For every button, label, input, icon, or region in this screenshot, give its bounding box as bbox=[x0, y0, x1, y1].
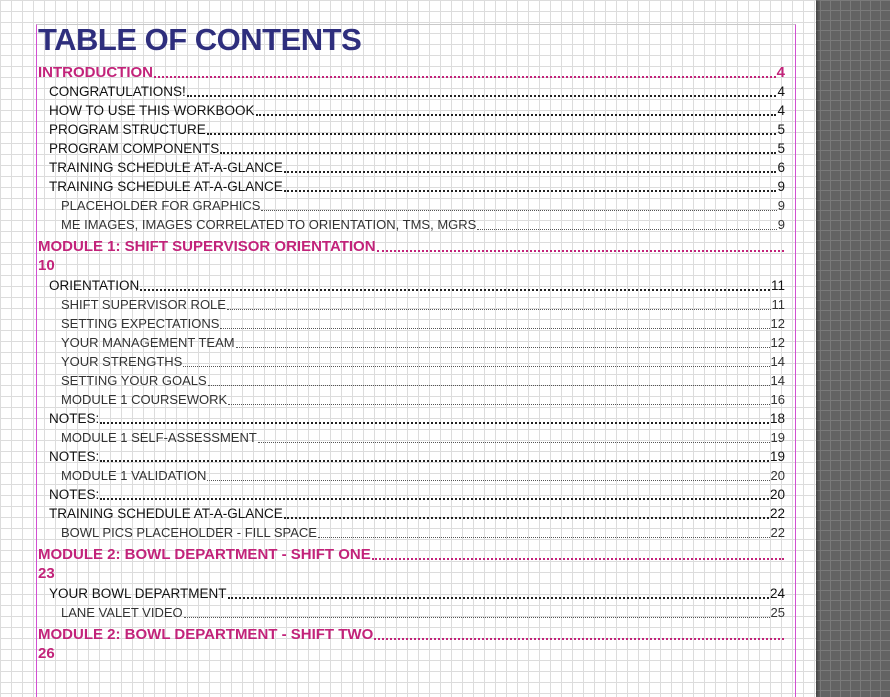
toc-entry-level-3[interactable] bbox=[38, 523, 785, 542]
toc-entry-text: ME IMAGES, IMAGES CORRELATED TO ORIENTATION, TMS, MGRS bbox=[61, 217, 477, 232]
toc-entry-text: YOUR STRENGTHS bbox=[61, 354, 183, 369]
toc-dot-leader bbox=[374, 638, 784, 640]
toc-entry-page-number: 5 bbox=[777, 141, 785, 156]
toc-entry-text: TRAINING SCHEDULE AT-A-GLANCE bbox=[49, 179, 283, 194]
toc-entry-page-number: 9 bbox=[777, 179, 785, 194]
toc-entry-level-1[interactable] bbox=[38, 545, 785, 564]
toc-dot-leader bbox=[187, 95, 777, 97]
toc-dot-leader bbox=[207, 133, 777, 135]
toc-dot-leader bbox=[184, 617, 770, 618]
toc-entry-level-2[interactable] bbox=[38, 409, 785, 428]
toc-entry-page-number: 20 bbox=[770, 468, 785, 483]
toc-entry-text: INTRODUCTION bbox=[38, 64, 153, 81]
toc-dot-leader bbox=[154, 76, 776, 78]
toc-dot-leader bbox=[183, 366, 769, 367]
toc-entry-text: SHIFT SUPERVISOR ROLE bbox=[61, 297, 226, 312]
toc-dot-leader bbox=[258, 442, 770, 443]
toc-entry-page-number: 9 bbox=[777, 198, 785, 213]
toc-dot-leader bbox=[372, 558, 784, 560]
toc-entry-page-number: 23 bbox=[38, 565, 55, 582]
toc-entry-level-1[interactable] bbox=[38, 63, 785, 82]
toc-entry-page-number: 11 bbox=[771, 297, 785, 312]
toc-entry-text: ORIENTATION bbox=[49, 278, 140, 293]
toc-dot-leader bbox=[377, 250, 784, 252]
toc-entry-level-3[interactable] bbox=[38, 215, 785, 234]
toc-dot-leader bbox=[477, 229, 776, 230]
toc-entry-level-3[interactable] bbox=[38, 333, 785, 352]
toc-entry-page-number: 11 bbox=[770, 278, 785, 293]
toc-entry-text: MODULE 1 COURSEWORK bbox=[61, 392, 228, 407]
toc-entry-page-number: 12 bbox=[770, 335, 785, 350]
toc-dot-leader bbox=[140, 289, 770, 291]
toc-entry-page-number: 19 bbox=[769, 449, 785, 464]
toc-dot-leader bbox=[236, 347, 770, 348]
toc-entry-text: YOUR MANAGEMENT TEAM bbox=[61, 335, 235, 350]
toc-entry-page-number: 14 bbox=[770, 373, 785, 388]
toc-entry-page-number: 5 bbox=[777, 122, 785, 137]
toc-entry-text: NOTES: bbox=[49, 411, 100, 426]
toc-dot-leader bbox=[318, 537, 770, 538]
toc-entry-level-3[interactable] bbox=[38, 352, 785, 371]
toc-entry-level-2[interactable] bbox=[38, 447, 785, 466]
toc-entry-page-number: 14 bbox=[770, 354, 785, 369]
toc-dot-leader bbox=[220, 328, 769, 329]
toc-entry-page-number: 22 bbox=[770, 525, 785, 540]
toc-entry-page-number: 19 bbox=[770, 430, 785, 445]
toc-dot-leader bbox=[207, 480, 769, 481]
toc-entry-page-number: 12 bbox=[770, 316, 785, 331]
toc-entry-page-number: 24 bbox=[769, 586, 785, 601]
toc-entry-level-3[interactable] bbox=[38, 295, 785, 314]
toc-entry-level-3[interactable] bbox=[38, 603, 785, 622]
toc-entry-text: YOUR BOWL DEPARTMENT bbox=[49, 586, 227, 601]
toc-dot-leader bbox=[100, 498, 769, 500]
toc-entry-text: PROGRAM COMPONENTS bbox=[49, 141, 220, 156]
toc-dot-leader bbox=[228, 597, 769, 599]
toc-entry-level-2[interactable] bbox=[38, 276, 785, 295]
toc-entry-page-number: 10 bbox=[38, 257, 55, 274]
toc-dot-leader bbox=[284, 517, 769, 519]
toc-dot-leader bbox=[100, 422, 769, 424]
toc-entry-level-3[interactable] bbox=[38, 466, 785, 485]
toc-entry-text: CONGRATULATIONS! bbox=[49, 84, 186, 99]
toc-entry-text: MODULE 1 SELF-ASSESSMENT bbox=[61, 430, 257, 445]
toc-dot-leader bbox=[100, 460, 769, 462]
toc-entry-level-2[interactable] bbox=[38, 139, 785, 158]
toc-entry-level-2[interactable] bbox=[38, 177, 785, 196]
toc-entry-level-2[interactable] bbox=[38, 82, 785, 101]
toc-entry-page-number: 16 bbox=[770, 392, 785, 407]
toc-entry-level-3[interactable] bbox=[38, 428, 785, 447]
toc-entry-page-number: 9 bbox=[777, 217, 785, 232]
toc-entry-level-2[interactable] bbox=[38, 120, 785, 139]
toc-dot-leader bbox=[227, 309, 771, 310]
toc-dot-leader bbox=[220, 152, 776, 154]
toc-dot-leader bbox=[256, 114, 777, 116]
toc-entry-text: SETTING YOUR GOALS bbox=[61, 373, 207, 388]
toc-entry-level-3[interactable] bbox=[38, 196, 785, 215]
toc-entry-page-number: 20 bbox=[769, 487, 785, 502]
toc-entry-page-number: 25 bbox=[770, 605, 785, 620]
toc-entry-text: NOTES: bbox=[49, 487, 100, 502]
toc-entry-page-number: 18 bbox=[769, 411, 785, 426]
toc-dot-leader bbox=[284, 171, 777, 173]
toc-entry-page-number: 6 bbox=[777, 160, 785, 175]
toc-entry-level-3[interactable] bbox=[38, 371, 785, 390]
toc-entry-text: MODULE 1 VALIDATION bbox=[61, 468, 207, 483]
toc-entry-page-number: 22 bbox=[769, 506, 785, 521]
toc-entry-level-2[interactable] bbox=[38, 158, 785, 177]
toc-entry-text: LANE VALET VIDEO bbox=[61, 605, 183, 620]
toc-entry-level-3[interactable] bbox=[38, 390, 785, 409]
toc-dot-leader bbox=[284, 190, 777, 192]
toc-entry-text: NOTES: bbox=[49, 449, 100, 464]
toc-entry-text: PROGRAM STRUCTURE bbox=[49, 122, 206, 137]
toc-entry-text: HOW TO USE THIS WORKBOOK bbox=[49, 103, 255, 118]
toc-entry-page-number: 4 bbox=[777, 84, 785, 99]
toc-entry-text: BOWL PICS PLACEHOLDER - FILL SPACE bbox=[61, 525, 317, 540]
toc-dot-leader bbox=[261, 210, 776, 211]
toc-entry-text: MODULE 2: BOWL DEPARTMENT - SHIFT TWO bbox=[38, 626, 374, 643]
page-title[interactable]: TABLE OF CONTENTS bbox=[38, 22, 362, 57]
toc-entry-page-number: 4 bbox=[776, 64, 785, 81]
toc-entry-text: SETTING EXPECTATIONS bbox=[61, 316, 220, 331]
toc-entry-text: TRAINING SCHEDULE AT-A-GLANCE bbox=[49, 160, 283, 175]
toc-entry-level-1[interactable] bbox=[38, 237, 785, 256]
toc-entry-level-1[interactable] bbox=[38, 625, 785, 644]
toc-entry-text: MODULE 2: BOWL DEPARTMENT - SHIFT ONE bbox=[38, 546, 371, 563]
toc-entry-page-number: 4 bbox=[777, 103, 785, 118]
toc-dot-leader bbox=[228, 404, 769, 405]
toc-entry-text: MODULE 1: SHIFT SUPERVISOR ORIENTATION bbox=[38, 238, 376, 255]
toc-entry-level-2[interactable] bbox=[38, 504, 785, 523]
toc-dot-leader bbox=[208, 385, 770, 386]
table-of-contents[interactable] bbox=[38, 63, 785, 664]
toc-entry-text: TRAINING SCHEDULE AT-A-GLANCE bbox=[49, 506, 283, 521]
toc-entry-level-2[interactable] bbox=[38, 584, 785, 603]
toc-entry-level-2[interactable] bbox=[38, 485, 785, 504]
toc-entry-level-3[interactable] bbox=[38, 314, 785, 333]
toc-entry-page-number: 26 bbox=[38, 645, 55, 662]
toc-entry-level-2[interactable] bbox=[38, 101, 785, 120]
toc-entry-text: PLACEHOLDER FOR GRAPHICS bbox=[61, 198, 261, 213]
